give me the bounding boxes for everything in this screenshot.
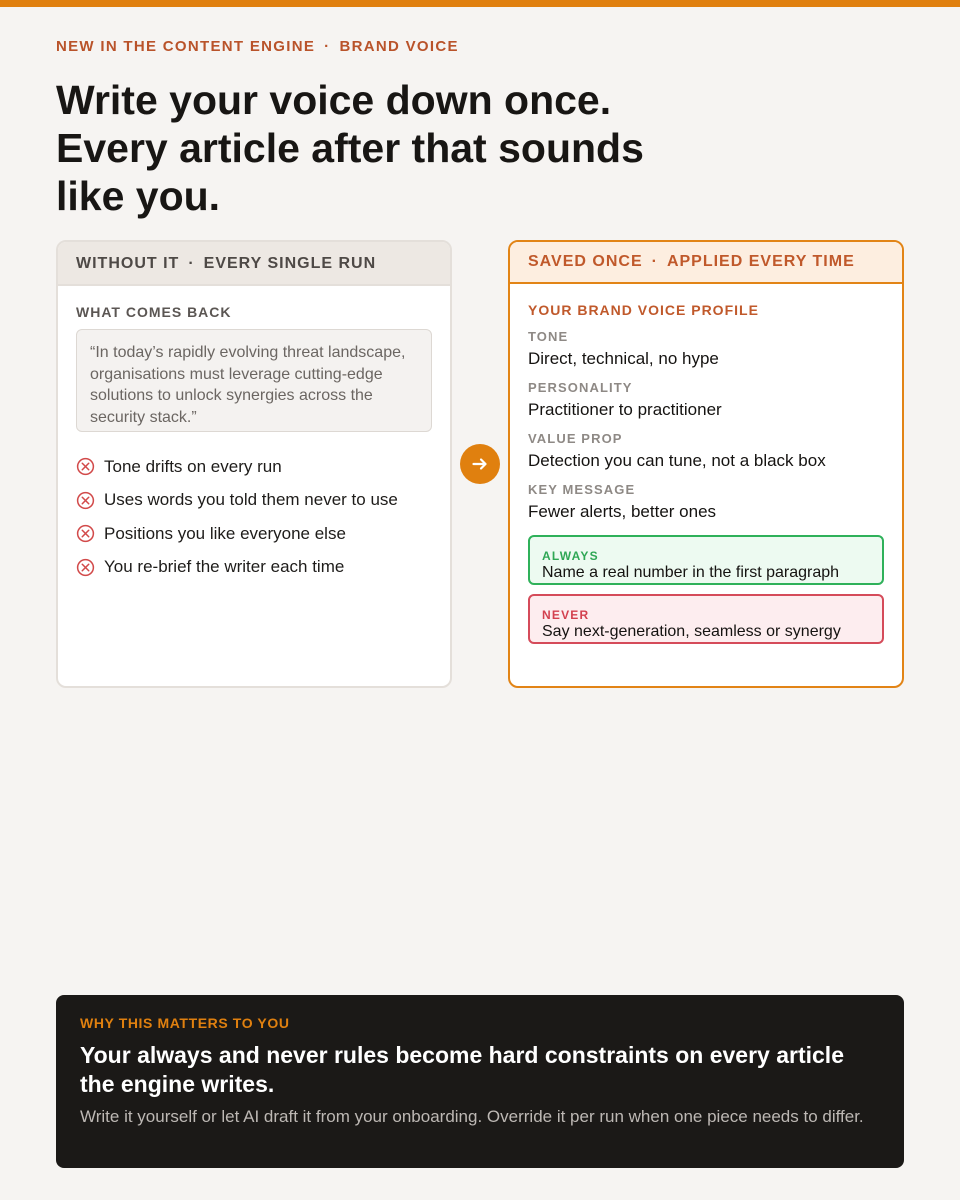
arrow-connector xyxy=(460,444,500,484)
with-header-right: APPLIED EVERY TIME xyxy=(666,253,855,270)
profile-field-key-message xyxy=(528,482,884,522)
brand-voice-profile-title: YOUR BRAND VOICE PROFILE xyxy=(528,302,759,318)
profile-field-value-prop xyxy=(528,431,884,471)
issue-item xyxy=(76,517,432,551)
never-label: NEVER xyxy=(542,608,590,622)
always-label: ALWAYS xyxy=(542,549,599,563)
issue-item xyxy=(76,484,432,518)
issue-text: You re-brief the writer each time xyxy=(104,557,345,577)
profile-field-tone xyxy=(528,329,884,369)
eyebrow xyxy=(56,38,459,55)
field-label: KEY MESSAGE xyxy=(528,482,636,497)
field-label: PERSONALITY xyxy=(528,380,633,395)
callout-eyebrow: WHY THIS MATTERS TO YOU xyxy=(80,1015,290,1031)
issue-text: Positions you like everyone else xyxy=(104,523,346,543)
generic-output-quote: “In today’s rapidly evolving threat landscape, organisations must leverage cutting-edge solutions to unlock synergies across the security stack.” xyxy=(76,329,432,432)
without-header-separator: · xyxy=(188,255,195,272)
x-circle-icon xyxy=(76,558,95,577)
without-panel-body xyxy=(58,286,450,584)
page-headline: Write your voice down once. Every article after that sounds like you. xyxy=(56,77,644,219)
what-comes-back-label: WHAT COMES BACK xyxy=(76,304,232,320)
field-label: TONE xyxy=(528,329,569,344)
issue-item xyxy=(76,551,432,585)
field-value: Fewer alerts, better ones xyxy=(528,502,717,521)
issue-text: Uses words you told them never to use xyxy=(104,490,398,510)
without-header-right: EVERY SINGLE RUN xyxy=(203,255,377,272)
with-panel-body xyxy=(510,284,902,644)
field-value: Detection you can tune, not a black box xyxy=(528,451,826,470)
eyebrow-product: NEW IN THE CONTENT ENGINE xyxy=(56,38,316,55)
field-label: VALUE PROP xyxy=(528,431,623,446)
callout-title: Your always and never rules become hard constraints on every article the engine writes. xyxy=(80,1042,844,1097)
without-header-left: WITHOUT IT xyxy=(76,255,180,272)
with-header-left: SAVED ONCE xyxy=(528,253,643,270)
callout-body: Write it yourself or let AI draft it from your onboarding. Override it per run when one piece needs to differ. xyxy=(80,1107,864,1126)
issue-text: Tone drifts on every run xyxy=(104,456,282,476)
never-rule xyxy=(528,594,884,644)
issue-list xyxy=(76,450,432,584)
eyebrow-feature: BRAND VOICE xyxy=(339,38,459,55)
x-circle-icon xyxy=(76,524,95,543)
why-it-matters-callout xyxy=(56,995,904,1168)
eyebrow-separator: · xyxy=(324,38,331,55)
with-panel xyxy=(508,240,904,688)
field-value: Direct, technical, no hype xyxy=(528,349,719,368)
with-panel-header xyxy=(508,240,904,284)
never-text: Say next-generation, seamless or synergy xyxy=(542,623,841,640)
top-accent-bar xyxy=(0,0,960,7)
x-circle-icon xyxy=(76,491,95,510)
without-panel xyxy=(56,240,452,688)
without-panel-header xyxy=(58,242,450,286)
always-rule xyxy=(528,535,884,585)
profile-field-personality xyxy=(528,380,884,420)
issue-item xyxy=(76,450,432,484)
with-header-separator: · xyxy=(651,253,658,270)
field-value: Practitioner to practitioner xyxy=(528,400,722,419)
x-circle-icon xyxy=(76,457,95,476)
always-text: Name a real number in the first paragraph xyxy=(542,564,840,581)
arrow-right-icon xyxy=(470,454,490,474)
